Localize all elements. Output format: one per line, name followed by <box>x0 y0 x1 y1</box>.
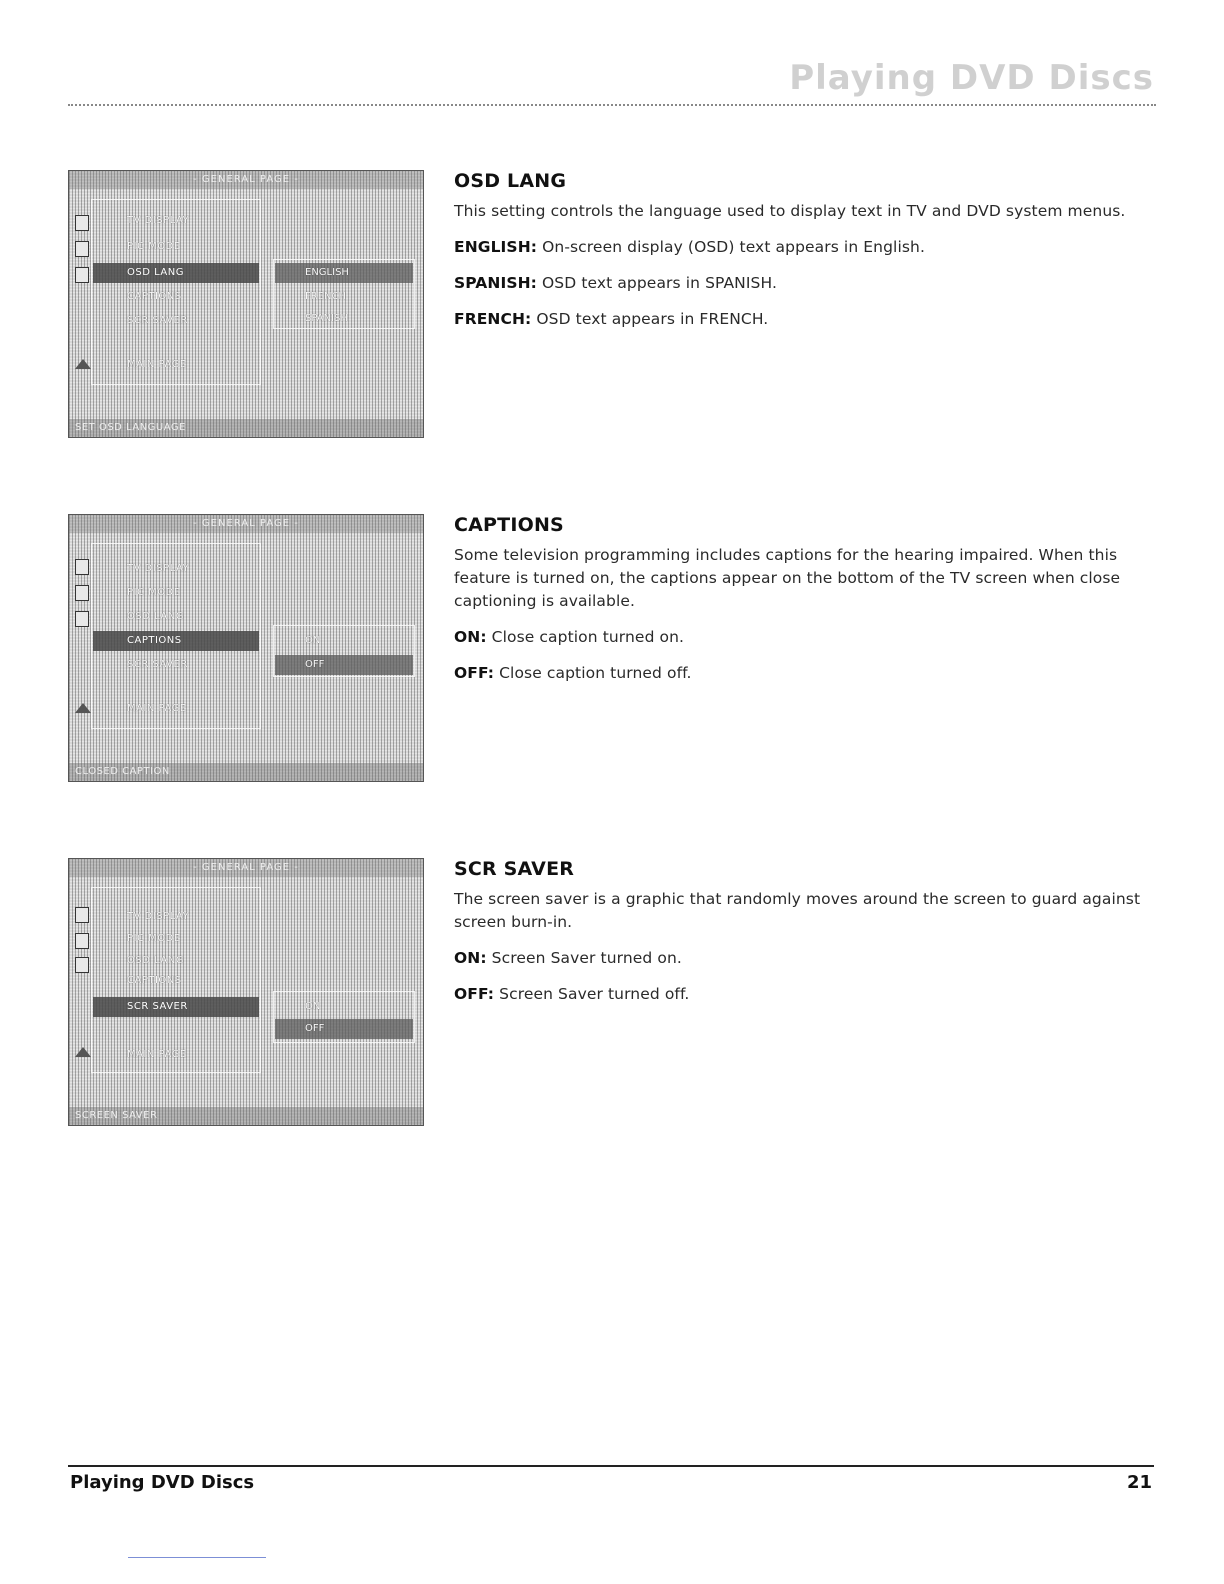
definition-desc: Close caption turned off. <box>494 664 692 682</box>
osd-option: FRENCH <box>305 291 347 302</box>
definition <box>454 662 1154 685</box>
definition <box>454 947 1154 970</box>
osd-item: PIC MODE <box>127 587 181 598</box>
definition-desc: OSD text appears in SPANISH. <box>536 274 777 292</box>
osd-item: CAPTIONS <box>127 291 182 302</box>
osd-item: MAIN PAGE <box>127 359 187 370</box>
definition-term: FRENCH: <box>454 310 532 328</box>
osd-item: PIC MODE <box>127 241 181 252</box>
osd-item-selected: CAPTIONS <box>93 631 259 651</box>
language-icon <box>75 957 89 973</box>
osd-page-title: - GENERAL PAGE - <box>69 859 423 877</box>
section-text <box>454 514 1154 698</box>
section-text <box>454 170 1154 344</box>
osd-item-selected: SCR SAVER <box>93 997 259 1017</box>
language-icon <box>75 267 89 283</box>
osd-item: OSD LANG <box>127 611 184 622</box>
home-icon <box>75 359 91 369</box>
osd-page-title: - GENERAL PAGE - <box>69 171 423 189</box>
section-text <box>454 858 1154 1019</box>
bottom-artifact-line <box>128 1557 266 1558</box>
page-number: 21 <box>1126 1472 1152 1493</box>
definition-desc: On-screen display (OSD) text appears in English. <box>537 238 925 256</box>
osd-item-selected: OSD LANG <box>93 263 259 283</box>
osd-option-selected: OFF <box>275 655 413 675</box>
definition-desc: Screen Saver turned off. <box>494 985 690 1003</box>
definition-term: ENGLISH: <box>454 238 538 256</box>
definition <box>454 626 1154 649</box>
osd-option-selected: ENGLISH <box>275 263 413 283</box>
section-intro: The screen saver is a graphic that randomly moves around the screen to guard against screen burn-in. <box>454 890 1141 931</box>
definition <box>454 308 1154 331</box>
osd-option: ON <box>305 1001 321 1012</box>
osd-menu-screenshot <box>68 170 424 438</box>
section-heading: SCR SAVER <box>454 858 575 880</box>
definition-desc: OSD text appears in FRENCH. <box>531 310 769 328</box>
definition-term: OFF: <box>454 985 495 1003</box>
definition-term: ON: <box>454 628 487 646</box>
osd-status: SCREEN SAVER <box>69 1107 423 1125</box>
osd-menu-screenshot <box>68 514 424 782</box>
osd-status: CLOSED CAPTION <box>69 763 423 781</box>
section-heading: OSD LANG <box>454 170 567 192</box>
home-icon <box>75 1047 91 1057</box>
section-heading: CAPTIONS <box>454 514 564 536</box>
osd-item: MAIN PAGE <box>127 703 187 714</box>
home-icon <box>75 703 91 713</box>
osd-item: TV DISPLAY <box>127 563 190 574</box>
osd-status: SET OSD LANGUAGE <box>69 419 423 437</box>
definition <box>454 272 1154 295</box>
osd-option: SPANISH <box>305 313 348 324</box>
picture-icon <box>75 933 89 949</box>
definition <box>454 983 1154 1006</box>
osd-page-title: - GENERAL PAGE - <box>69 515 423 533</box>
footer-rule <box>68 1465 1154 1467</box>
definition-desc: Close caption turned on. <box>486 628 685 646</box>
footer-title: Playing DVD Discs <box>70 1472 255 1493</box>
osd-option: ON <box>305 635 321 646</box>
osd-item: OSD LANG <box>127 955 184 966</box>
osd-menu-screenshot <box>68 858 424 1126</box>
osd-item: PIC MODE <box>127 933 181 944</box>
definition <box>454 236 1154 259</box>
tv-icon <box>75 215 89 231</box>
osd-item: TV DISPLAY <box>127 215 190 226</box>
tv-icon <box>75 907 89 923</box>
tv-icon <box>75 559 89 575</box>
section-intro: Some television programming includes captions for the hearing impaired. When this feature is turned on, the captions appear on the bottom of the TV screen when close captioning is available. <box>454 546 1121 610</box>
page-header-title: Playing DVD Discs <box>789 58 1154 98</box>
osd-item: CAPTIONS <box>127 975 182 986</box>
osd-item: SCR SAVER <box>127 315 188 326</box>
header-rule <box>68 104 1156 106</box>
definition-term: OFF: <box>454 664 495 682</box>
osd-item: TV DISPLAY <box>127 911 190 922</box>
osd-item: MAIN PAGE <box>127 1049 187 1060</box>
section-intro: This setting controls the language used to display text in TV and DVD system menus. <box>454 202 1126 220</box>
language-icon <box>75 611 89 627</box>
definition-term: ON: <box>454 949 487 967</box>
picture-icon <box>75 241 89 257</box>
definition-desc: Screen Saver turned on. <box>486 949 682 967</box>
picture-icon <box>75 585 89 601</box>
definition-term: SPANISH: <box>454 274 537 292</box>
osd-option-selected: OFF <box>275 1019 413 1039</box>
osd-item: SCR SAVER <box>127 659 188 670</box>
